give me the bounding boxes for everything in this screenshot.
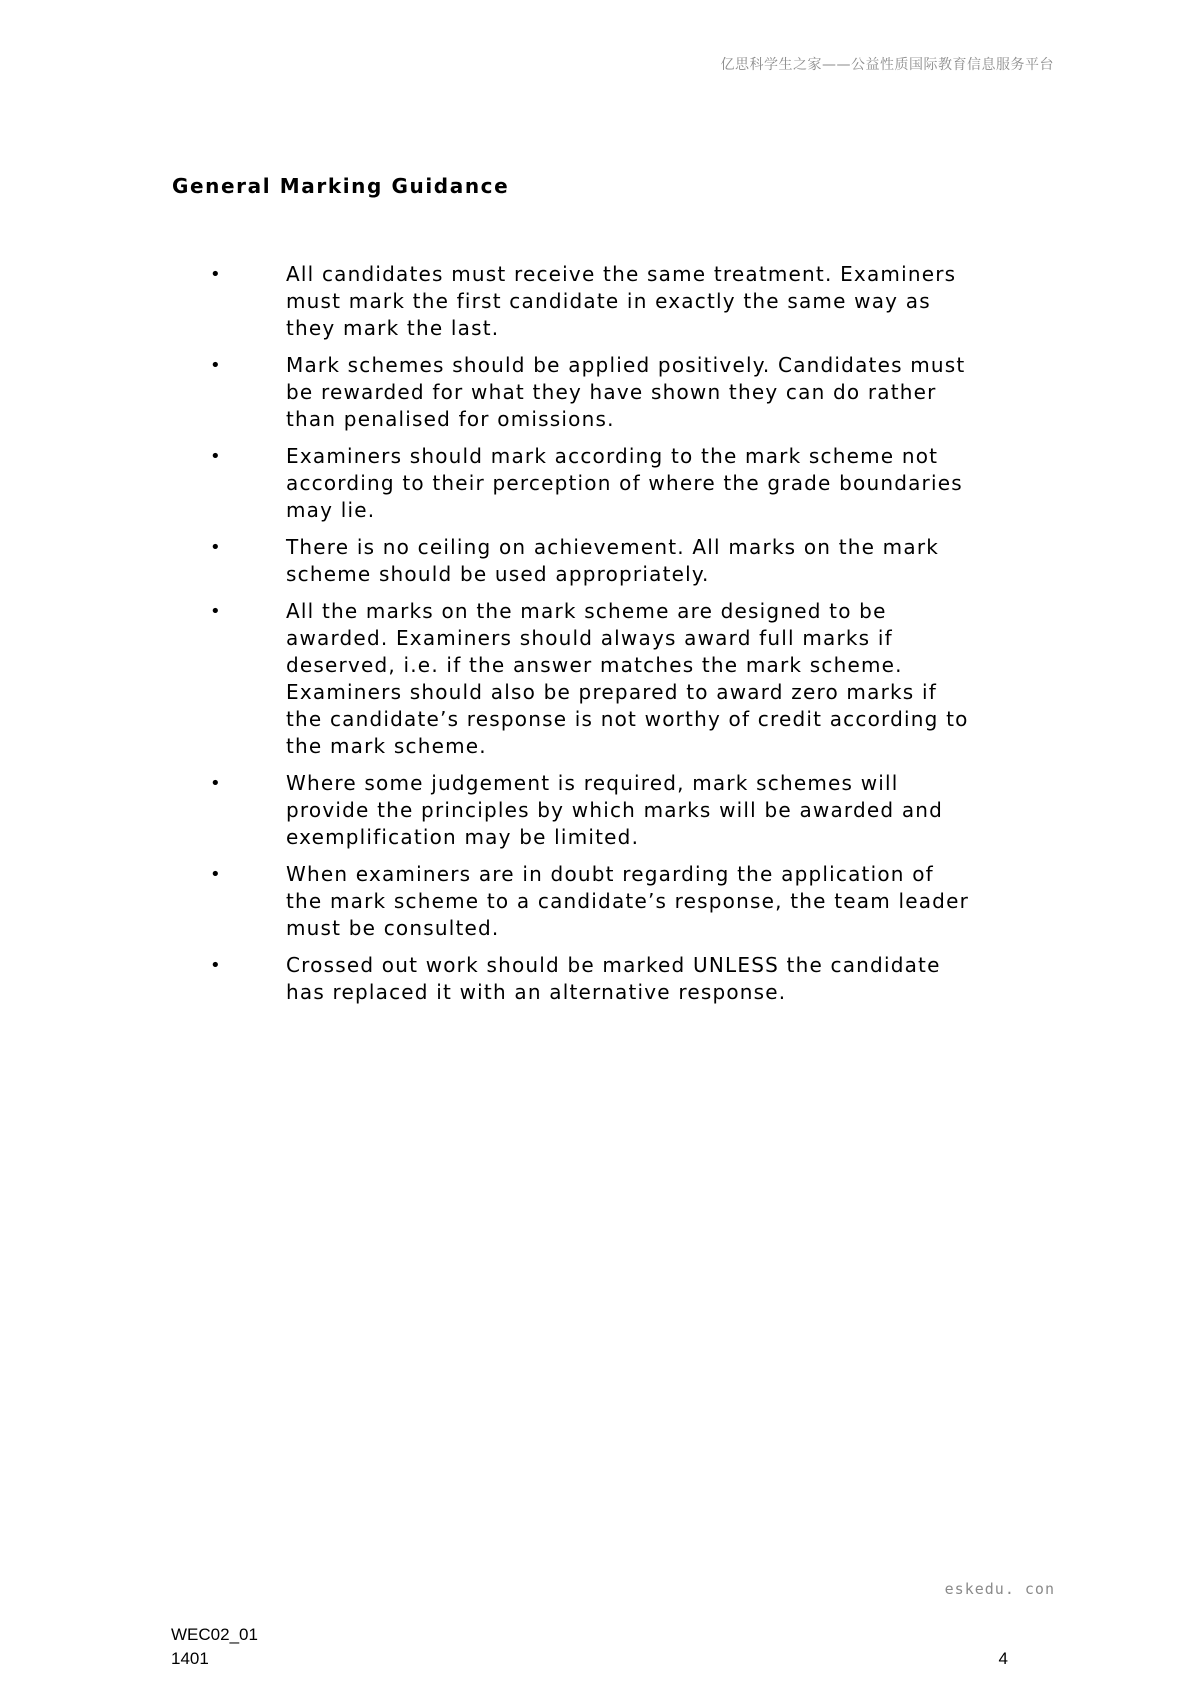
list-item-text: All the marks on the mark scheme are designed to be awarded. Examiners should always award full marks if deserved, i.e. if the answer matches the mark scheme. Examiners should also be prepared to award zero marks if the candidate’s response is not worthy of credit according to the mark scheme. [286, 599, 969, 758]
list-item [210, 443, 970, 524]
bullet-icon: • [210, 773, 221, 794]
list-item-text: All candidates must receive the same treatment. Examiners must mark the first candidate in exactly the same way as they mark the last. [286, 262, 957, 340]
footer-watermark: eskedu. con [944, 1580, 1055, 1598]
list-item [210, 352, 970, 433]
header-watermark: 亿思科学生之家——公益性质国际教育信息服务平台 [720, 57, 1054, 73]
bullet-icon: • [210, 446, 221, 467]
list-item-text: Where some judgement is required, mark schemes will provide the principles by which marks will be awarded and exemplification may be limited. [286, 771, 944, 849]
bullet-icon: • [210, 955, 221, 976]
page-heading: General Marking Guidance [172, 174, 510, 198]
list-item [210, 861, 970, 942]
bullet-icon: • [210, 355, 221, 376]
list-item [210, 261, 970, 342]
bullet-icon: • [210, 264, 221, 285]
bullet-icon: • [210, 537, 221, 558]
list-item [210, 952, 970, 1006]
document-code-line: 1401 [171, 1649, 209, 1668]
document-code [171, 1623, 258, 1671]
page-number: 4 [998, 1649, 1008, 1668]
bullet-icon: • [210, 864, 221, 885]
list-item-text: There is no ceiling on achievement. All marks on the mark scheme should be used appropriately. [286, 535, 940, 586]
list-item-text: Mark schemes should be applied positively. Candidates must be rewarded for what they have shown they can do rather than penalised for omissions. [286, 353, 966, 431]
list-item-text: When examiners are in doubt regarding the application of the mark scheme to a candidate’s response, the team leader must be consulted. [286, 862, 969, 940]
list-item-text: Crossed out work should be marked UNLESS the candidate has replaced it with an alternative response. [286, 953, 941, 1004]
guidance-list [210, 261, 970, 1016]
document-code-line: WEC02_01 [171, 1625, 258, 1644]
list-item-text: Examiners should mark according to the mark scheme not according to their perception of where the grade boundaries may lie. [286, 444, 963, 522]
bullet-icon: • [210, 601, 221, 622]
list-item [210, 770, 970, 851]
list-item [210, 534, 970, 588]
list-item [210, 598, 970, 760]
